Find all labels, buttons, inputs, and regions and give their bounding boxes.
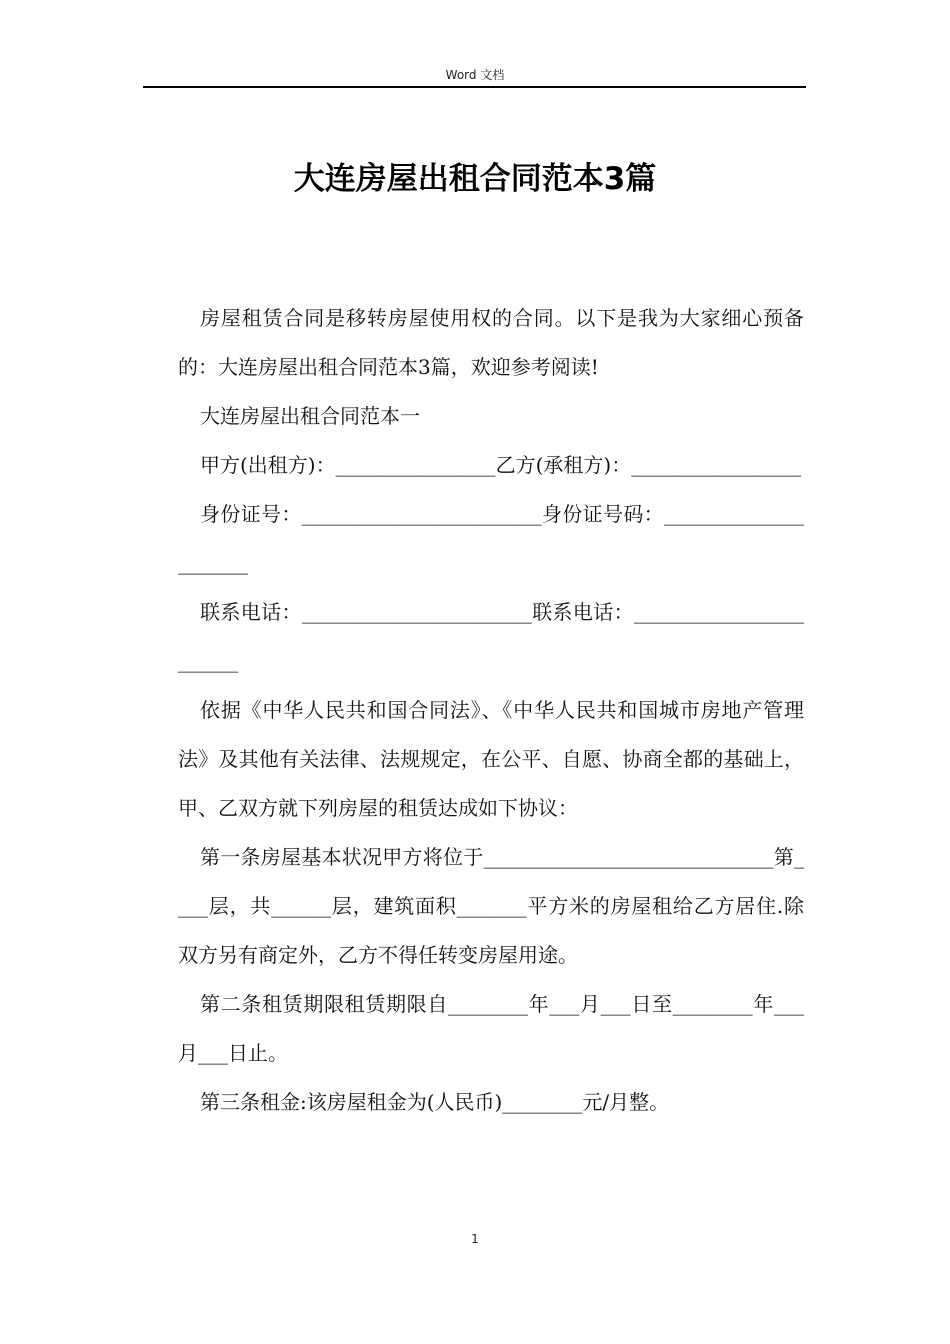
paragraph-phone-numbers: 联系电话：_______________________联系电话：_______________________ bbox=[178, 600, 804, 673]
page-header-text: Word 文档 bbox=[445, 68, 505, 82]
document-body bbox=[178, 294, 804, 1127]
paragraph-article-3: 第三条租金:该房屋租金为(人民币)________元/月整。 bbox=[200, 1090, 670, 1114]
paragraph-legal-basis: 依据《中华人民共和国合同法》、《中华人民共和国城市房地产管理法》及其他有关法律、法规规定，在公平、自愿、协商全都的基础上，甲、乙双方就下列房屋的租赁达成如下协议： bbox=[178, 698, 804, 820]
paragraph-article-1: 第一条房屋基本状况甲方将位于_____________________________第____层，共______层，建筑面积_______平方米的房屋租给乙方居住.除双方另有商定外，乙方不得任转变房屋用途。 bbox=[178, 845, 804, 967]
header-divider bbox=[143, 86, 806, 88]
paragraph-id-numbers: 身份证号：________________________身份证号码：_____________________ bbox=[178, 502, 804, 575]
paragraph-article-2: 第二条租赁期限租赁期限自________年___月___日至________年___月___日止。 bbox=[178, 992, 804, 1065]
document-title: 大连房屋出租合同范本3篇 bbox=[293, 161, 657, 197]
paragraph-parties: 甲方(出租方)：________________乙方(承租方)：_________________ bbox=[200, 453, 802, 477]
paragraph-section-heading: 大连房屋出租合同范本一 bbox=[200, 404, 420, 428]
paragraph-intro: 房屋租赁合同是移转房屋使用权的合同。以下是我为大家细心预备的：大连房屋出租合同范本3篇，欢迎参考阅读! bbox=[178, 306, 804, 379]
page-number: 1 bbox=[471, 1232, 479, 1246]
